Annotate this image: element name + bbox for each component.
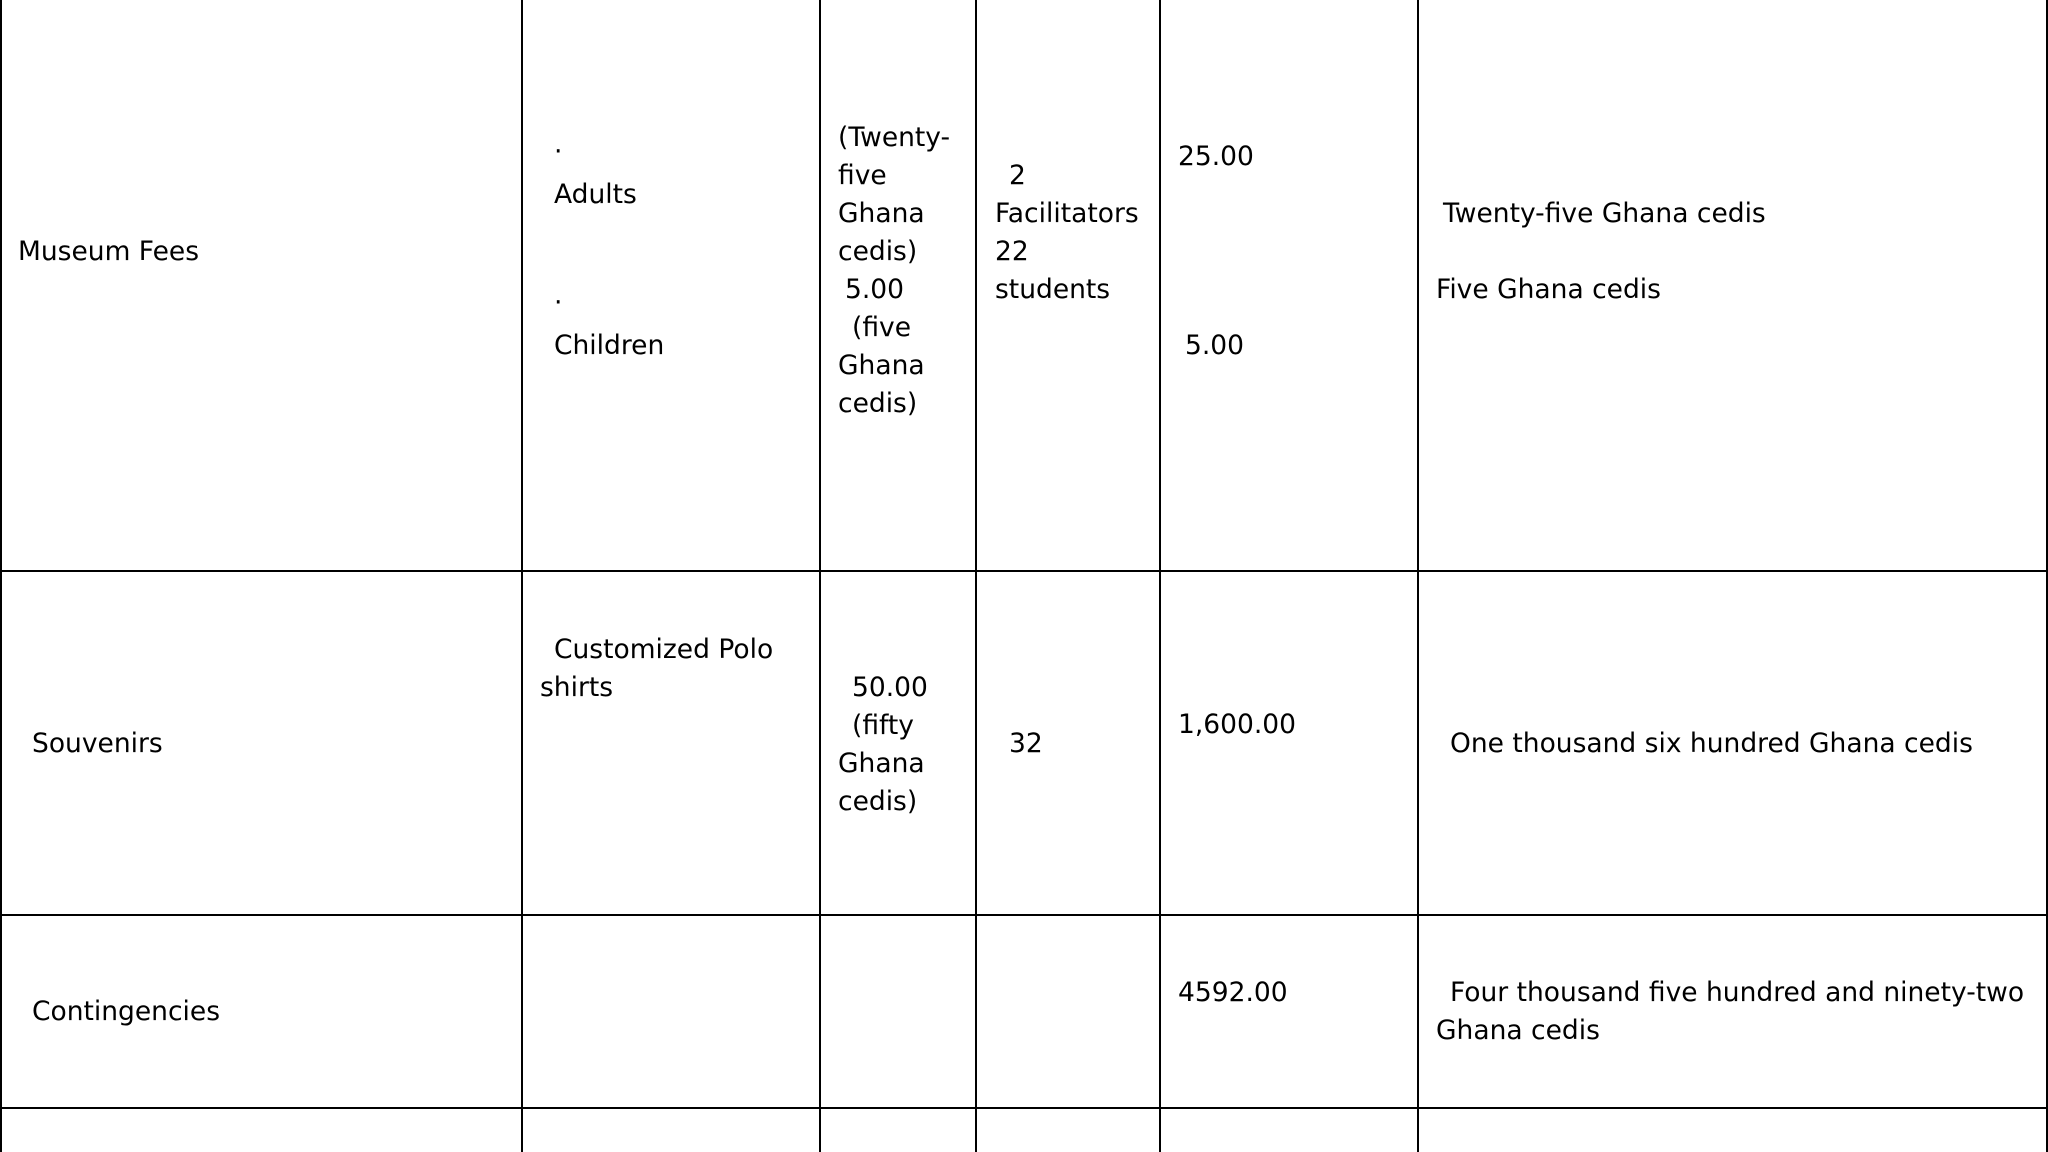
description-cell: shirts (540, 672, 614, 703)
item-cell: Museum Fees (18, 236, 200, 267)
amount-cell: 25.00 (1178, 141, 1254, 172)
unit-cost-cell: (fifty (852, 710, 914, 741)
unit-cost-cell: cedis) (838, 236, 918, 267)
row-divider (0, 570, 2048, 572)
amount-cell: 5.00 (1185, 330, 1245, 361)
description-bullet: · (554, 287, 563, 318)
unit-cost-cell: (Twenty- (838, 122, 951, 153)
unit-cost-cell: cedis) (838, 786, 918, 817)
quantity-cell: 22 (995, 236, 1029, 267)
unit-cost-cell: (five (852, 312, 912, 343)
unit-cost-cell: 50.00 (852, 672, 928, 703)
column-divider (1159, 0, 1161, 1152)
unit-cost-cell: 5.00 (845, 274, 905, 305)
amount-in-words-cell: Four thousand five hundred and ninety-two (1450, 977, 2025, 1008)
amount-in-words-cell: One thousand six hundred Ghana cedis (1450, 728, 1973, 759)
unit-cost-cell: Ghana (838, 350, 925, 381)
amount-in-words-cell: Five Ghana cedis (1436, 274, 1661, 305)
item-cell: Souvenirs (32, 728, 163, 759)
amount-in-words-cell: Ghana cedis (1436, 1015, 1600, 1046)
description-bullet: · (554, 136, 563, 167)
table-row-partial (0, 1109, 2048, 1152)
table-left-border (0, 0, 2, 1152)
item-cell: Contingencies (32, 996, 221, 1027)
quantity-cell: 2 (1009, 160, 1026, 191)
row-divider (0, 914, 2048, 916)
description-cell: Customized Polo (554, 634, 774, 665)
column-divider (819, 0, 821, 1152)
amount-in-words-cell: Twenty-five Ghana cedis (1443, 198, 1766, 229)
unit-cost-cell: Ghana (838, 198, 925, 229)
quantity-cell: students (995, 274, 1111, 305)
description-cell: Adults (554, 179, 637, 210)
amount-cell: 4592.00 (1178, 977, 1288, 1008)
column-divider (1417, 0, 1419, 1152)
quantity-cell: 32 (1009, 728, 1043, 759)
unit-cost-cell: Ghana (838, 748, 925, 779)
column-divider (521, 0, 523, 1152)
amount-cell: 1,600.00 (1178, 709, 1297, 740)
quantity-cell: Facilitators (995, 198, 1139, 229)
unit-cost-cell: cedis) (838, 388, 918, 419)
description-cell: Children (554, 330, 665, 361)
unit-cost-cell: five (838, 160, 887, 191)
column-divider (975, 0, 977, 1152)
